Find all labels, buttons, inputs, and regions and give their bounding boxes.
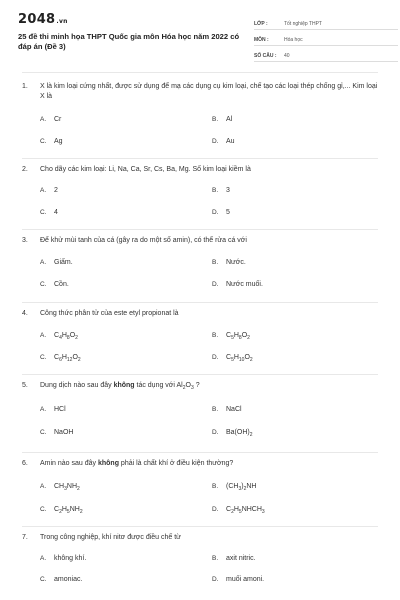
option-b[interactable] bbox=[212, 259, 246, 266]
meta-row-subject bbox=[254, 32, 398, 46]
option-a[interactable] bbox=[40, 483, 80, 490]
option-formula: HCl bbox=[54, 406, 66, 413]
option-b[interactable] bbox=[212, 116, 232, 123]
option-letter: B. bbox=[212, 483, 219, 490]
option-letter: B. bbox=[212, 555, 219, 562]
option-d[interactable] bbox=[212, 281, 263, 288]
option-text: axit nitric. bbox=[226, 555, 256, 562]
option-letter: B. bbox=[212, 116, 219, 123]
option-a[interactable] bbox=[40, 259, 73, 266]
logo-main: 2048 bbox=[18, 12, 56, 27]
meta-row-class bbox=[254, 16, 398, 30]
meta-label: SỐ CÂU : bbox=[254, 53, 277, 59]
question-text: Cho dãy các kim loại: Li, Na, Ca, Sr, Cs, Ba, Mg. Số kim loại kiềm là bbox=[40, 166, 251, 173]
option-formula: $C_6H_{12}O_2$ bbox=[54, 354, 81, 363]
option-text: muối amoni. bbox=[226, 576, 265, 583]
option-letter: D. bbox=[212, 506, 219, 513]
question-number: 5. bbox=[22, 382, 28, 389]
option-letter: A. bbox=[40, 406, 47, 413]
option-text: Al bbox=[226, 116, 233, 123]
option-letter: D. bbox=[212, 209, 219, 216]
option-letter: A. bbox=[40, 116, 47, 123]
option-formula: $C_2H_5NH_2$ bbox=[54, 506, 83, 515]
option-text: 2 bbox=[54, 187, 58, 194]
option-letter: C. bbox=[40, 281, 47, 288]
document-title: 25 đề thi minh họa THPT Quốc gia môn Hóa học năm 2022 có đáp án (Đề 3) bbox=[18, 32, 240, 51]
site-logo[interactable] bbox=[18, 12, 68, 27]
divider bbox=[22, 526, 378, 527]
question-text: Dung dịch nào sau đây không tác dụng với $Al_2O_3$ ? bbox=[40, 382, 200, 391]
option-text: 4 bbox=[54, 209, 58, 216]
option-d[interactable] bbox=[212, 506, 265, 513]
option-text: Ag bbox=[54, 138, 63, 145]
option-text: Cồn. bbox=[54, 281, 69, 288]
option-letter: A. bbox=[40, 555, 47, 562]
option-text: 5 bbox=[226, 209, 230, 216]
question-text: Amin nào sau đây không phải là chất khí ở điều kiện thường? bbox=[40, 460, 234, 467]
option-letter: A. bbox=[40, 483, 47, 490]
option-c[interactable] bbox=[40, 138, 63, 145]
option-letter: C. bbox=[40, 354, 47, 361]
divider bbox=[22, 452, 378, 453]
option-formula: $C_5H_{10}O_2$ bbox=[226, 354, 253, 363]
question-number: 2. bbox=[22, 166, 28, 173]
question-text: Công thức phân tử của este etyl propionat là bbox=[40, 310, 179, 317]
option-text: không khí. bbox=[54, 555, 87, 562]
question-number: 3. bbox=[22, 237, 28, 244]
question-number: 6. bbox=[22, 460, 28, 467]
option-c[interactable] bbox=[40, 281, 69, 288]
option-d[interactable] bbox=[212, 138, 235, 145]
option-letter: B. bbox=[212, 332, 219, 339]
option-c[interactable] bbox=[40, 354, 81, 361]
meta-info bbox=[254, 16, 398, 64]
option-letter: C. bbox=[40, 429, 47, 436]
document-header bbox=[18, 12, 386, 66]
option-text: Nước. bbox=[226, 259, 246, 266]
option-c[interactable] bbox=[40, 209, 58, 216]
logo-tld: .vn bbox=[56, 18, 68, 25]
option-letter: C. bbox=[40, 209, 47, 216]
option-text: Au bbox=[226, 138, 235, 145]
meta-value: 40 bbox=[284, 53, 290, 59]
divider bbox=[22, 72, 378, 73]
option-d[interactable] bbox=[212, 429, 253, 436]
option-b[interactable] bbox=[212, 332, 250, 339]
divider bbox=[22, 229, 378, 230]
option-text: 3 bbox=[226, 187, 230, 194]
option-text: Nước muối. bbox=[226, 281, 263, 288]
option-d[interactable] bbox=[212, 209, 230, 216]
question-text: X là kim loại cứng nhất, được sử dụng để mạ các dụng cụ kim loại, chế tạo các loại thép chống gỉ,... Kim loại X là bbox=[40, 83, 378, 100]
option-letter: A. bbox=[40, 187, 47, 194]
option-letter: D. bbox=[212, 576, 219, 583]
option-a[interactable] bbox=[40, 332, 78, 339]
option-text: Cr bbox=[54, 116, 62, 123]
option-letter: A. bbox=[40, 332, 47, 339]
meta-label: LỚP : bbox=[254, 21, 268, 27]
option-b[interactable] bbox=[212, 483, 256, 490]
option-letter: B. bbox=[212, 187, 219, 194]
option-formula: NaOH bbox=[54, 429, 74, 436]
option-letter: D. bbox=[212, 281, 219, 288]
option-c[interactable] bbox=[40, 429, 73, 436]
option-letter: C. bbox=[40, 138, 47, 145]
option-c[interactable] bbox=[40, 576, 82, 583]
option-d[interactable] bbox=[212, 354, 253, 361]
option-letter: C. bbox=[40, 506, 47, 513]
meta-value: Tốt nghiệp THPT bbox=[284, 21, 322, 27]
option-formula: $(CH_3)_2NH$ bbox=[226, 483, 257, 492]
divider bbox=[22, 158, 378, 159]
divider bbox=[22, 374, 378, 375]
option-c[interactable] bbox=[40, 506, 83, 513]
option-formula: NaCl bbox=[226, 406, 242, 413]
question-text: Để khử mùi tanh của cá (gây ra do một số amin), có thể rửa cá với bbox=[40, 237, 247, 244]
meta-label: MÔN : bbox=[254, 37, 269, 43]
option-formula: $C_5H_8O_2$ bbox=[226, 332, 250, 341]
option-letter: D. bbox=[212, 138, 219, 145]
option-letter: D. bbox=[212, 429, 219, 436]
option-text: amoniac. bbox=[54, 576, 83, 583]
option-a[interactable] bbox=[40, 406, 66, 413]
option-formula: $Ba(OH)_2$ bbox=[226, 429, 253, 438]
question-text: Trong công nghiệp, khí nitơ được điều chế từ bbox=[40, 534, 181, 541]
option-formula: $CH_3NH_2$ bbox=[54, 483, 80, 492]
question-number: 1. bbox=[22, 83, 28, 90]
option-a[interactable] bbox=[40, 116, 61, 123]
meta-value: Hóa học bbox=[284, 37, 303, 43]
option-letter: D. bbox=[212, 354, 219, 361]
divider bbox=[22, 302, 378, 303]
option-formula: $C_4H_8O_2$ bbox=[54, 332, 78, 341]
option-formula: $C_2H_5NHCH_3$ bbox=[226, 506, 265, 515]
option-b[interactable] bbox=[212, 555, 256, 562]
option-letter: B. bbox=[212, 259, 219, 266]
option-letter: A. bbox=[40, 259, 47, 266]
option-a[interactable] bbox=[40, 187, 58, 194]
option-a[interactable] bbox=[40, 555, 86, 562]
option-b[interactable] bbox=[212, 187, 230, 194]
option-d[interactable] bbox=[212, 576, 264, 583]
option-letter: C. bbox=[40, 576, 47, 583]
question-number: 4. bbox=[22, 310, 28, 317]
option-b[interactable] bbox=[212, 406, 242, 413]
option-letter: B. bbox=[212, 406, 219, 413]
meta-row-count bbox=[254, 48, 398, 62]
question-number: 7. bbox=[22, 534, 28, 541]
option-text: Giấm. bbox=[54, 259, 73, 266]
